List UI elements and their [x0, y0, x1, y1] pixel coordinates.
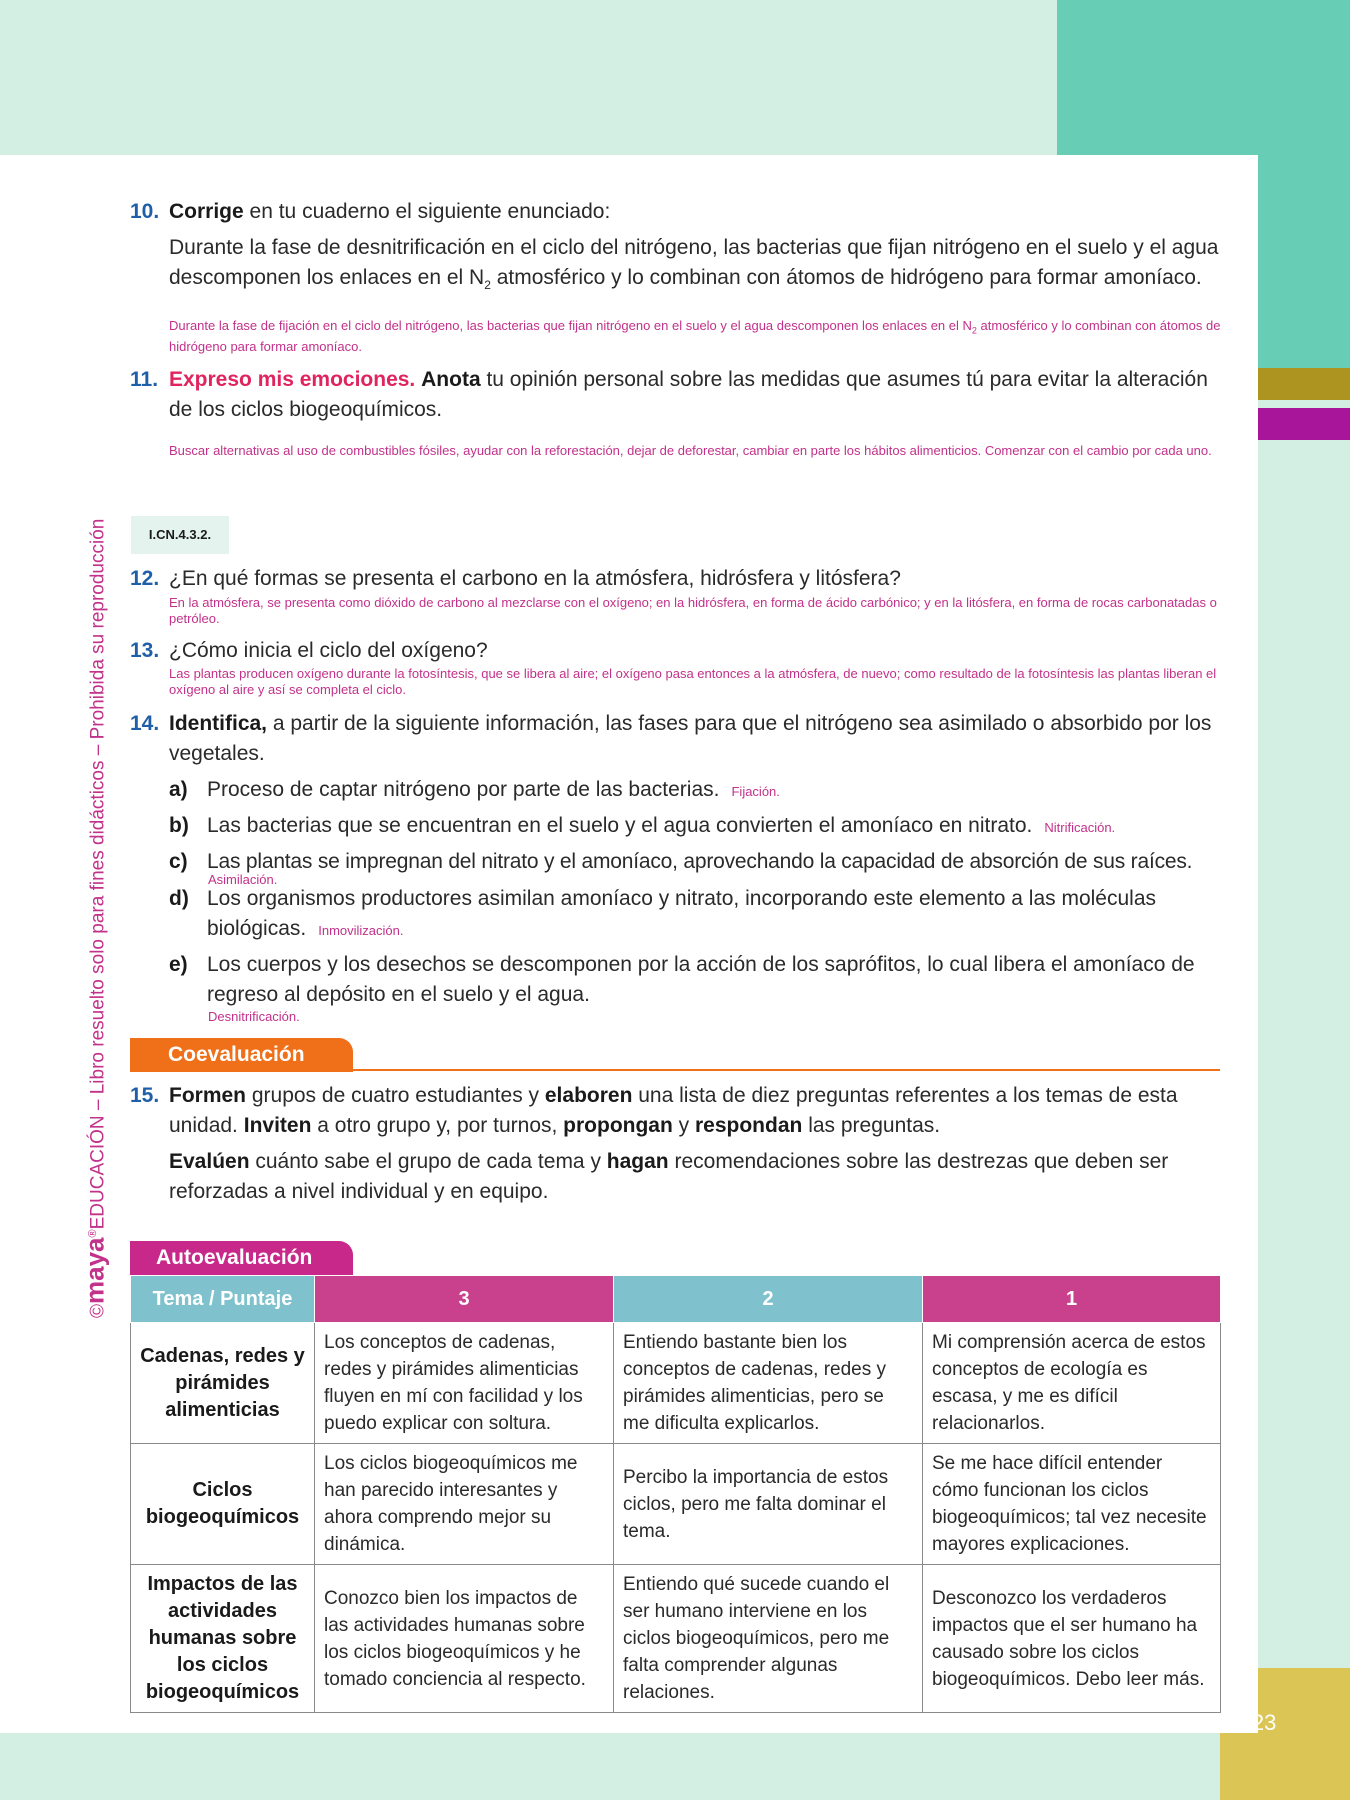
- question-10: 10. Corrige en tu cuaderno el siguiente enunciado:: [130, 200, 611, 223]
- table-row: [131, 1565, 1221, 1713]
- q15-paragraph-2: Evalúen cuánto sabe el grupo de cada tema y hagan recomendaciones sobre las destrezas que deben ser reforzadas a nivel individual y en equipo.: [169, 1150, 1169, 1203]
- table-row: [131, 1323, 1221, 1444]
- header-score-3: 3: [315, 1276, 614, 1323]
- row-topic: Impactos de las actividades humanas sobre los ciclos biogeoquímicos: [131, 1565, 315, 1713]
- q12-answer: En la atmósfera, se presenta como dióxido de carbono al mezclarse con el oxígeno; en la hidrósfera, en forma de ácido carbónico; y en la litósfera, en forma de rocas carbonatadas o petróleo.: [169, 595, 1217, 626]
- q14-answer-d: Inmovilización.: [318, 923, 404, 938]
- side-copyright-text: ©maya®EDUCACIÓN – Libro resuelto solo para fines didácticos – Prohibida su reproducción: [79, 518, 110, 1318]
- q13-answer: Las plantas producen oxígeno durante la fotosíntesis, que se libera al aire; el oxígeno pasa entonces a la atmósfera, de nuevo; como resultado de la fotosíntesis las plantas liberan el oxígeno al aire y así se completa el ciclo.: [169, 666, 1217, 697]
- table-cell: Los conceptos de cadenas, redes y pirámides alimenticias fluyen en mí con facilidad y los puedo explicar con soltura.: [315, 1323, 614, 1444]
- q14-answer-b: Nitrificación.: [1044, 820, 1116, 835]
- table-cell: Mi comprensión acerca de estos conceptos de ecología es escasa, y me es difícil relacionarlos.: [923, 1323, 1221, 1444]
- page-number: 123: [1239, 1710, 1277, 1735]
- question-11: 11. Expreso mis emociones. Anota tu opinión personal sobre las medidas que asumes tú para evitar la alteración de los ciclos biogeoquímicos.: [130, 368, 1208, 421]
- q14-answer-a: Fijación.: [731, 784, 780, 799]
- q14-item-a: a) Proceso de captar nitrógeno por parte de las bacterias. Fijación.: [169, 778, 780, 801]
- q10-statement: Durante la fase de desnitrificación en el ciclo del nitrógeno, las bacterias que fijan nitrógeno en el suelo y el agua descomponen los enlaces en el $N_2$ atmosférico y lo combinan con átomos de hidrógeno para formar amoníaco.: [169, 236, 1219, 293]
- row-topic: Cadenas, redes y pirámides alimenticias: [131, 1323, 315, 1444]
- decor-band-olive: [1258, 368, 1350, 400]
- coevaluacion-rule: [353, 1069, 1220, 1071]
- table-cell: Conozco bien los impactos de las actividades humanas sobre los ciclos biogeoquímicos y he tomado conciencia al respecto.: [315, 1565, 614, 1713]
- table-header-row: [131, 1276, 1221, 1323]
- q14-item-b: b) Las bacterias que se encuentran en el suelo y el agua convierten el amoníaco en nitrato. Nitrificación.: [169, 814, 1116, 837]
- q14-item-d: d) Los organismos productores asimilan amoníaco y nitrato, incorporando este elemento a las moléculas biológicas. Inmovilización.: [169, 887, 1156, 940]
- table-row: [131, 1444, 1221, 1565]
- q14-answer-c: Asimilación.: [208, 872, 278, 887]
- table-cell: Entiendo qué sucede cuando el ser humano interviene en los ciclos biogeoquímicos, pero me falta comprender algunas relaciones.: [614, 1565, 923, 1713]
- autoevaluacion-heading: Autoevaluación: [130, 1241, 353, 1275]
- question-14: 14. Identifica, a partir de la siguiente información, las fases para que el nitrógeno sea asimilado o absorbido por los vegetales.: [130, 712, 1212, 765]
- table-cell: Desconozco los verdaderos impactos que el ser humano ha causado sobre los ciclos biogeoquímicos. Debo leer más.: [923, 1565, 1221, 1713]
- decor-band-magenta: [1258, 408, 1350, 440]
- row-topic: Ciclos biogeoquímicos: [131, 1444, 315, 1565]
- q10-answer: Durante la fase de fijación en el ciclo del nitrógeno, las bacterias que fijan nitrógeno en el suelo y el agua descomponen los enlaces en el $N_2$ atmosférico y lo combinan con átomos de hidrógeno para formar amoníaco.: [169, 318, 1221, 354]
- header-score-1: 1: [923, 1276, 1221, 1323]
- header-score-2: 2: [614, 1276, 923, 1323]
- table-cell: Entiendo bastante bien los conceptos de cadenas, redes y pirámides alimenticias, pero se me dificulta explicarlos.: [614, 1323, 923, 1444]
- question-12: 12. ¿En qué formas se presenta el carbono en la atmósfera, hidrósfera y litósfera?: [130, 567, 901, 590]
- question-15: 15. Formen grupos de cuatro estudiantes y elaboren una lista de diez preguntas referentes a los temas de esta unidad. Inviten a otro grupo y, por turnos, propongan y respondan las preguntas.: [130, 1084, 1178, 1137]
- indicator-code: I.CN.4.3.2.: [131, 516, 229, 554]
- autoevaluacion-table: [130, 1275, 1221, 1713]
- coevaluacion-heading: Coevaluación: [130, 1038, 353, 1072]
- question-13: 13. ¿Cómo inicia el ciclo del oxígeno?: [130, 639, 488, 662]
- table-cell: Se me hace difícil entender cómo funcionan los ciclos biogeoquímicos; tal vez necesite mayores explicaciones.: [923, 1444, 1221, 1565]
- q14-item-c: c) Las plantas se impregnan del nitrato y el amoníaco, aprovechando la capacidad de absorción de sus raíces.: [169, 850, 1193, 873]
- maya-logo: maya: [79, 1237, 110, 1304]
- table-cell: Los ciclos biogeoquímicos me han parecido interesantes y ahora comprendo mejor su dinámica.: [315, 1444, 614, 1565]
- q14-item-e: e) Los cuerpos y los desechos se descomponen por la acción de los saprófitos, lo cual libera el amoníaco de regreso al depósito en el suelo y el agua.: [169, 953, 1195, 1006]
- header-tema: Tema / Puntaje: [131, 1276, 315, 1323]
- table-cell: Percibo la importancia de estos ciclos, pero me falta dominar el tema.: [614, 1444, 923, 1565]
- q14-answer-e: Desnitrificación.: [208, 1009, 300, 1024]
- q11-answer: Buscar alternativas al uso de combustibles fósiles, ayudar con la reforestación, dejar de deforestar, cambiar en parte los hábitos alimenticios. Comenzar con el cambio por cada uno.: [169, 443, 1212, 458]
